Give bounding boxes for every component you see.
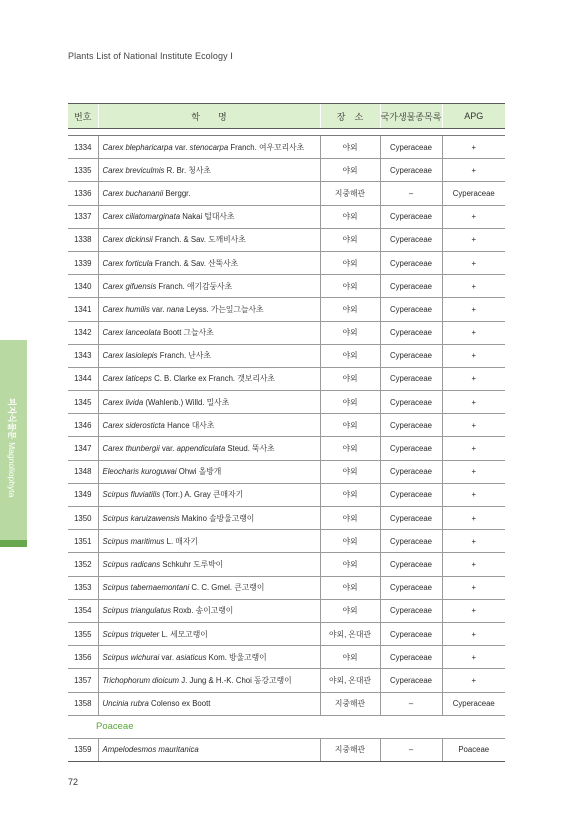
species-name: Scirpus radicans [102, 559, 161, 569]
author-and-korean-name: (Torr.) A. Gray 큰매자기 [160, 490, 244, 500]
apg-cell: + [442, 622, 505, 645]
table-row [68, 669, 505, 692]
species-name: Scirpus triangulatus [102, 606, 171, 616]
scientific-name-cell [98, 622, 320, 645]
table-row [68, 159, 505, 182]
apg-cell: + [442, 669, 505, 692]
species-name: Scirpus triqueter [102, 629, 160, 639]
row-number: 1347 [68, 437, 98, 460]
table-row [68, 622, 505, 645]
scientific-name-cell [98, 507, 320, 530]
infraspecific-name: nana [166, 304, 184, 314]
scientific-name-cell [98, 251, 320, 274]
header-apg: APG [442, 104, 505, 129]
scientific-name-cell [98, 483, 320, 506]
row-number: 1343 [68, 344, 98, 367]
table-row [68, 136, 505, 159]
apg-cell: + [442, 136, 505, 159]
scientific-name-cell [98, 669, 320, 692]
scientific-name-cell [98, 738, 320, 761]
scientific-name-cell [98, 205, 320, 228]
author-and-korean-name: R. Br. 청사초 [164, 165, 211, 175]
author-and-korean-name: C. B. Clarke ex Franch. 갯보리사초 [151, 374, 275, 384]
species-list-cell: Cyperaceae [380, 483, 442, 506]
species-list-cell: Cyperaceae [380, 321, 442, 344]
author-and-korean-name: Franch. 난사초 [157, 351, 211, 361]
location-cell: 야외 [320, 367, 380, 390]
row-number: 1356 [68, 646, 98, 669]
header-national-species-list: 국가생물종목록 [380, 104, 442, 129]
row-number: 1336 [68, 182, 98, 205]
species-name: Carex thunbergii [102, 444, 160, 454]
table-header-row [68, 104, 505, 129]
row-number: 1359 [68, 738, 98, 761]
species-name: Carex livida [102, 397, 144, 407]
table-row [68, 460, 505, 483]
family-heading-row [68, 715, 505, 738]
species-list-cell: Cyperaceae [380, 136, 442, 159]
scientific-name-cell [98, 298, 320, 321]
author-and-korean-name: J. Jung & H.-K. Choi 동강고랭이 [179, 675, 292, 685]
table-row [68, 553, 505, 576]
apg-cell: + [442, 553, 505, 576]
row-number: 1349 [68, 483, 98, 506]
apg-cell: + [442, 414, 505, 437]
species-list-cell: Cyperaceae [380, 275, 442, 298]
apg-cell: + [442, 391, 505, 414]
table-row [68, 321, 505, 344]
species-list-cell: Cyperaceae [380, 205, 442, 228]
species-list-cell: Cyperaceae [380, 298, 442, 321]
location-cell: 야외 [320, 136, 380, 159]
author-and-korean-name: (Wahlenb.) Willd. 밀사초 [143, 397, 230, 407]
apg-cell: + [442, 530, 505, 553]
infraspecific-name: stenocarpa [189, 142, 229, 152]
table-row [68, 507, 505, 530]
species-list-cell: – [380, 182, 442, 205]
table-row [68, 576, 505, 599]
table-row [68, 344, 505, 367]
species-name: Eleocharis kuroguwai [102, 467, 177, 477]
location-cell: 지중해관 [320, 182, 380, 205]
row-number: 1334 [68, 136, 98, 159]
species-list-cell: – [380, 692, 442, 715]
author-and-korean-name: Roxb. 송이고랭이 [170, 606, 234, 616]
location-cell: 지중해관 [320, 738, 380, 761]
species-list-cell: Cyperaceae [380, 391, 442, 414]
row-number: 1358 [68, 692, 98, 715]
species-name: Carex forticula [102, 258, 153, 268]
species-name: Carex blepharicarpa [102, 142, 173, 152]
header-scientific-name: 학 명 [98, 104, 320, 129]
species-list-cell: Cyperaceae [380, 622, 442, 645]
page-number: 72 [68, 777, 79, 787]
row-number: 1353 [68, 576, 98, 599]
location-cell: 야외 [320, 275, 380, 298]
location-cell: 야외 [320, 391, 380, 414]
location-cell: 야외 [320, 321, 380, 344]
row-number: 1350 [68, 507, 98, 530]
scientific-name-cell [98, 553, 320, 576]
row-number: 1342 [68, 321, 98, 344]
row-number: 1339 [68, 251, 98, 274]
scientific-name-cell [98, 136, 320, 159]
location-cell: 야외 [320, 251, 380, 274]
apg-cell: + [442, 460, 505, 483]
apg-cell: + [442, 251, 505, 274]
apg-cell: + [442, 483, 505, 506]
species-list-cell: Cyperaceae [380, 414, 442, 437]
scientific-name-cell [98, 530, 320, 553]
author-and-korean-name: Makino 솔방울고랭이 [179, 513, 255, 523]
location-cell: 야외 [320, 298, 380, 321]
row-number: 1340 [68, 275, 98, 298]
scientific-name-cell [98, 228, 320, 251]
author-and-korean-name: Kom. 방울고랭이 [206, 652, 267, 662]
side-tab-accent [0, 540, 27, 547]
scientific-name-cell [98, 646, 320, 669]
species-list-cell: Cyperaceae [380, 460, 442, 483]
row-number: 1355 [68, 622, 98, 645]
apg-cell: + [442, 367, 505, 390]
species-name: Scirpus maritimus [102, 536, 165, 546]
author-and-korean-name: Hance 대사초 [164, 420, 215, 430]
table-row [68, 437, 505, 460]
apg-cell: Cyperaceae [442, 182, 505, 205]
rank-marker: var. [172, 142, 190, 152]
scientific-name-cell [98, 599, 320, 622]
author-and-korean-name: Boott 그늘사초 [161, 328, 214, 338]
apg-cell: + [442, 228, 505, 251]
row-number: 1337 [68, 205, 98, 228]
location-cell: 야외 [320, 483, 380, 506]
location-cell: 야외 [320, 228, 380, 251]
species-list-cell: Cyperaceae [380, 599, 442, 622]
author-and-korean-name: Schkuhr 도루박이 [160, 559, 224, 569]
header-location: 장 소 [320, 104, 380, 129]
apg-cell: + [442, 275, 505, 298]
location-cell: 야외 [320, 646, 380, 669]
side-tab-korean: 피자식물문 [7, 398, 17, 440]
scientific-name-cell [98, 437, 320, 460]
location-cell: 야외 [320, 414, 380, 437]
side-tab-english: Magnoliophyta [7, 442, 17, 498]
species-name: Carex lasiolepis [102, 351, 158, 361]
table-row [68, 530, 505, 553]
author-and-korean-name: Franch. 여우꼬리사초 [228, 142, 305, 152]
row-number: 1344 [68, 367, 98, 390]
location-cell: 야외, 온대관 [320, 669, 380, 692]
side-tab-label [6, 398, 18, 497]
rank-marker: var. [159, 444, 177, 454]
species-name: Carex breviculmis [102, 165, 165, 175]
species-list-cell: Cyperaceae [380, 576, 442, 599]
location-cell: 야외 [320, 460, 380, 483]
apg-cell: + [442, 599, 505, 622]
apg-cell: + [442, 507, 505, 530]
scientific-name-cell [98, 275, 320, 298]
author-and-korean-name: L. 매자기 [164, 536, 198, 546]
author-and-korean-name: Ohwi 올방개 [176, 467, 222, 477]
species-list-cell: Cyperaceae [380, 344, 442, 367]
infraspecific-name: appendiculata [176, 444, 226, 454]
infraspecific-name: asiaticus [176, 652, 207, 662]
apg-cell: Poaceae [442, 738, 505, 761]
row-number: 1341 [68, 298, 98, 321]
species-name: Scirpus fluviatilis [102, 490, 161, 500]
scientific-name-cell [98, 159, 320, 182]
rank-marker: var. [159, 652, 177, 662]
location-cell: 야외 [320, 530, 380, 553]
row-number: 1345 [68, 391, 98, 414]
table-row [68, 738, 505, 761]
apg-cell: + [442, 159, 505, 182]
apg-cell: + [442, 344, 505, 367]
row-number: 1354 [68, 599, 98, 622]
scientific-name-cell [98, 182, 320, 205]
species-list-cell: Cyperaceae [380, 228, 442, 251]
table-row [68, 599, 505, 622]
plants-table [68, 103, 505, 762]
table-row [68, 205, 505, 228]
author-and-korean-name: L. 세모고랭이 [159, 629, 208, 639]
species-name: Ampelodesmos mauritanica [102, 745, 199, 755]
location-cell: 야외 [320, 344, 380, 367]
author-and-korean-name: Colenso ex Boott [148, 699, 211, 709]
scientific-name-cell [98, 414, 320, 437]
species-name: Scirpus wichurai [102, 652, 160, 662]
header-spacer [68, 129, 505, 136]
location-cell: 야외 [320, 437, 380, 460]
row-number: 1338 [68, 228, 98, 251]
row-number: 1335 [68, 159, 98, 182]
apg-cell: + [442, 646, 505, 669]
row-number: 1357 [68, 669, 98, 692]
table-row [68, 646, 505, 669]
author-and-korean-name: Steud. 뚝사초 [225, 444, 275, 454]
author-and-korean-name: Franch. & Sav. 산뚝사초 [152, 258, 239, 268]
species-name: Scirpus tabernaemontani [102, 583, 190, 593]
location-cell: 야외 [320, 553, 380, 576]
apg-cell: + [442, 576, 505, 599]
author-and-korean-name: Franch. 애기감둥사초 [156, 281, 233, 291]
running-head: Plants List of National Institute Ecology Ⅰ [68, 51, 234, 61]
species-list-cell: – [380, 738, 442, 761]
scientific-name-cell [98, 391, 320, 414]
species-list-cell: Cyperaceae [380, 507, 442, 530]
table-row [68, 414, 505, 437]
location-cell: 야외 [320, 507, 380, 530]
author-and-korean-name: Berggr. [163, 188, 191, 198]
species-list-cell: Cyperaceae [380, 530, 442, 553]
species-name: Carex ciliatomarginata [102, 212, 181, 222]
scientific-name-cell [98, 344, 320, 367]
table-row [68, 692, 505, 715]
species-list-cell: Cyperaceae [380, 553, 442, 576]
species-name: Scirpus karuizawensis [102, 513, 180, 523]
location-cell: 야외 [320, 576, 380, 599]
row-number: 1351 [68, 530, 98, 553]
scientific-name-cell [98, 367, 320, 390]
table-row [68, 228, 505, 251]
author-and-korean-name: Franch. & Sav. 도깨비사초 [152, 235, 246, 245]
species-name: Carex siderosticta [102, 420, 165, 430]
header-number: 번호 [68, 104, 98, 129]
species-name: Carex lanceolata [102, 328, 162, 338]
location-cell: 야외 [320, 205, 380, 228]
species-name: Uncinia rubra [102, 699, 149, 709]
table-row [68, 391, 505, 414]
species-list-cell: Cyperaceae [380, 159, 442, 182]
species-list-cell: Cyperaceae [380, 251, 442, 274]
scientific-name-cell [98, 460, 320, 483]
table-row [68, 251, 505, 274]
apg-cell: + [442, 437, 505, 460]
row-number: 1348 [68, 460, 98, 483]
rank-marker: var. [149, 304, 167, 314]
row-number: 1352 [68, 553, 98, 576]
location-cell: 야외 [320, 599, 380, 622]
table-row [68, 367, 505, 390]
table-row [68, 298, 505, 321]
species-name: Carex gifuensis [102, 281, 157, 291]
location-cell: 지중해관 [320, 692, 380, 715]
species-list-cell: Cyperaceae [380, 669, 442, 692]
scientific-name-cell [98, 576, 320, 599]
table-row [68, 275, 505, 298]
family-heading: Poaceae [68, 715, 505, 738]
scientific-name-cell [98, 321, 320, 344]
species-name: Carex buchananii [102, 188, 164, 198]
author-and-korean-name: C. C. Gmel. 큰고랭이 [189, 583, 265, 593]
scientific-name-cell [98, 692, 320, 715]
species-name: Trichophorum dioicum [102, 675, 180, 685]
author-and-korean-name: Nakai 털대사초 [180, 212, 235, 222]
apg-cell: + [442, 321, 505, 344]
species-list-cell: Cyperaceae [380, 437, 442, 460]
row-number: 1346 [68, 414, 98, 437]
location-cell: 야외 [320, 159, 380, 182]
apg-cell: + [442, 298, 505, 321]
apg-cell: + [442, 205, 505, 228]
species-list-cell: Cyperaceae [380, 367, 442, 390]
table-row [68, 483, 505, 506]
species-name: Carex dickinsii [102, 235, 153, 245]
species-name: Carex laticeps [102, 374, 152, 384]
author-and-korean-name: Leyss. 가는잎그늘사초 [184, 304, 264, 314]
species-list-cell: Cyperaceae [380, 646, 442, 669]
table-body [68, 136, 505, 762]
species-name: Carex humilis [102, 304, 150, 314]
apg-cell: Cyperaceae [442, 692, 505, 715]
location-cell: 야외, 온대관 [320, 622, 380, 645]
table-row [68, 182, 505, 205]
